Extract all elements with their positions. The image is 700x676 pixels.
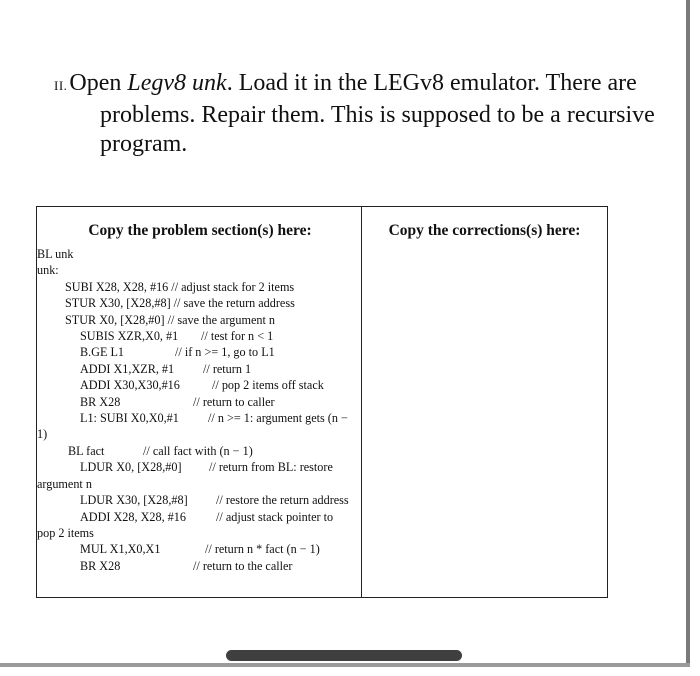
page-right-edge [686, 0, 690, 664]
code-comment: // test for n < 1 [201, 329, 274, 344]
question-number: II. [54, 78, 68, 93]
problem-section-header: Copy the problem section(s) here: [88, 222, 312, 239]
code-comment: // restore the return address [216, 493, 349, 508]
code-comment: // return to caller [193, 394, 275, 409]
code-instruction: argument n [37, 476, 92, 491]
code-line [37, 525, 361, 541]
code-line [37, 312, 361, 328]
question-line-2: problems. Repair them. This is supposed to be a recursive [100, 101, 655, 128]
code-instruction: unk: [37, 263, 59, 278]
code-comment: // if n >= 1, go to L1 [175, 345, 275, 360]
code-instruction: ADDI X30,X30,#16 [80, 378, 180, 393]
code-comment: // return 1 [203, 361, 252, 376]
code-line [37, 394, 361, 410]
code-line [37, 344, 361, 360]
code-line [37, 361, 361, 377]
code-instruction: SUBIS XZR,X0, #1 [80, 329, 179, 344]
code-line [37, 492, 361, 508]
code-line [37, 377, 361, 393]
code-line [37, 541, 361, 557]
problem-section-cell [37, 207, 362, 598]
code-instruction: 1) [37, 427, 48, 442]
work-table [36, 206, 608, 598]
code-instruction: STUR X30, [X28,#8] // save the return address [65, 296, 295, 311]
bottom-divider [0, 663, 690, 667]
code-instruction: SUBI X28, X28, #16 // adjust stack for 2 items [65, 279, 295, 294]
code-line [37, 246, 361, 262]
question-block [54, 69, 684, 160]
code-line [37, 426, 361, 442]
code-line [37, 262, 361, 278]
code-instruction: STUR X0, [X28,#0] // save the argument n [65, 312, 275, 327]
code-comment: // adjust stack pointer to [216, 509, 334, 524]
code-instruction: ADDI X28, X28, #16 [80, 509, 186, 524]
home-indicator[interactable] [226, 650, 462, 661]
code-line [37, 328, 361, 344]
code-instruction: BL unk [37, 247, 74, 261]
question-line-3: program. [100, 131, 188, 157]
code-instruction: LDUR X0, [X28,#0] [80, 460, 182, 475]
code-instruction: MUL X1,X0,X1 [80, 542, 161, 557]
code-listing [37, 246, 361, 574]
code-comment: // return n * fact (n − 1) [205, 542, 320, 557]
code-comment: // return from BL: restore [209, 460, 333, 475]
code-comment: // return to the caller [193, 558, 293, 573]
code-instruction: pop 2 items [37, 525, 94, 540]
code-instruction: BR X28 [80, 558, 121, 573]
code-instruction: BL fact [68, 443, 105, 458]
code-comment: // n >= 1: argument gets (n − [208, 411, 348, 426]
code-line [37, 279, 361, 295]
code-comment: // call fact with (n − 1) [143, 443, 253, 458]
code-instruction: ADDI X1,XZR, #1 [80, 361, 175, 376]
code-line [37, 295, 361, 311]
code-line [37, 410, 361, 426]
code-comment: // pop 2 items off stack [212, 378, 324, 393]
code-line [37, 476, 361, 492]
question-file-name: Legv8 unk [127, 70, 227, 96]
code-line [37, 459, 361, 475]
code-line [37, 558, 361, 574]
question-line-1 [54, 69, 684, 101]
question-open-prefix: Open [69, 70, 128, 96]
corrections-cell[interactable] [362, 207, 608, 598]
code-instruction: BR X28 [80, 394, 121, 409]
code-line [37, 443, 361, 459]
code-line [37, 509, 361, 525]
code-instruction: LDUR X30, [X28,#8] [80, 493, 188, 508]
code-instruction: L1: SUBI X0,X0,#1 [80, 411, 179, 426]
code-instruction: B.GE L1 [80, 345, 125, 360]
question-line-1-rest: . Load it in the LEGv8 emulator. There are [226, 70, 637, 96]
corrections-header: Copy the corrections(s) here: [388, 222, 581, 239]
